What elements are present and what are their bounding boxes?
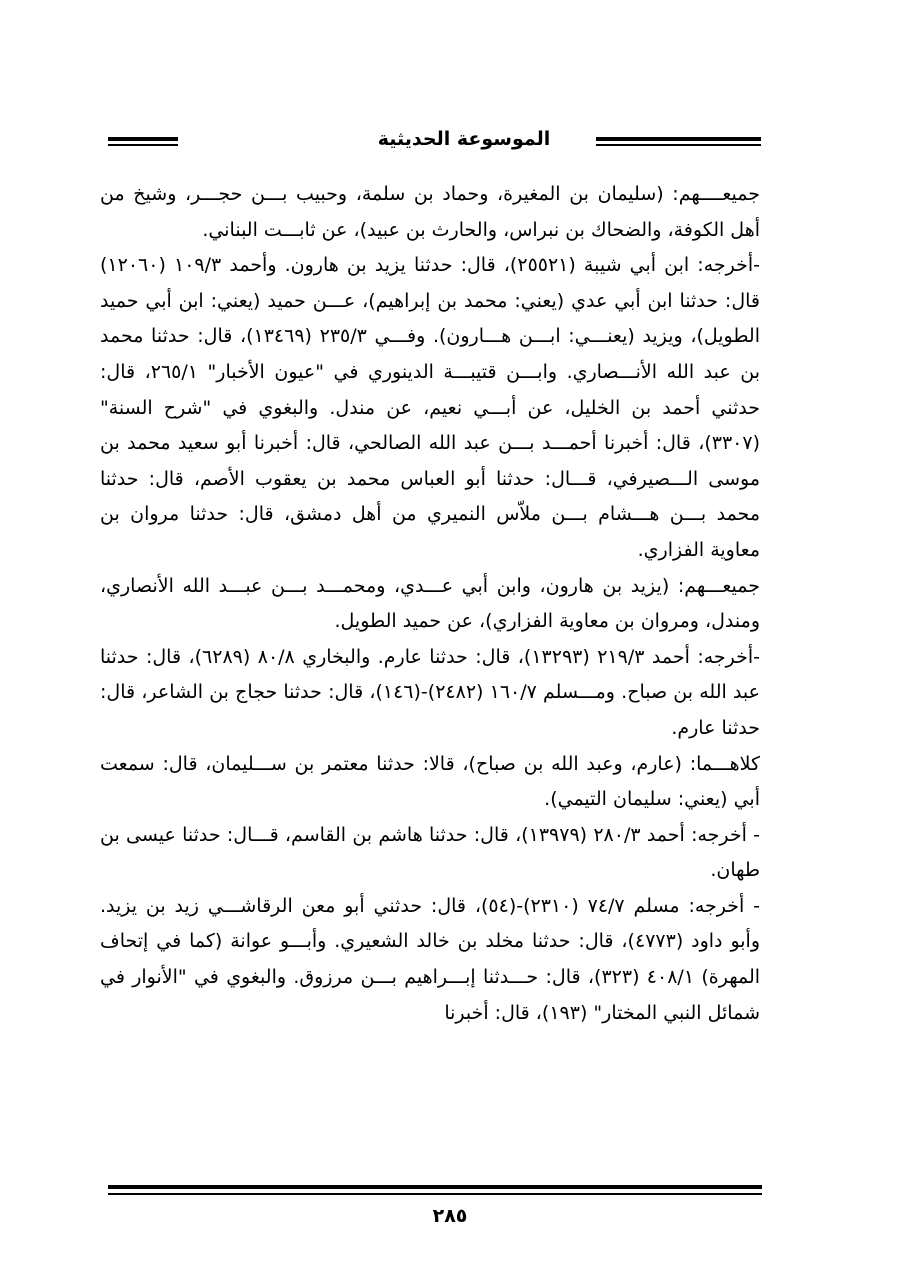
footer-rule-thin: [108, 1193, 762, 1195]
header-rule-right-thick: [596, 137, 761, 141]
header-rule-right-thin: [596, 144, 761, 146]
header-rule-left-thick: [108, 137, 178, 141]
running-header-title: الموسوعة الحديثية: [377, 128, 551, 150]
page-number: ٢٨٥: [432, 1205, 468, 1227]
footer-rule-thick: [108, 1185, 762, 1189]
paragraph-4: -أخرجه: أحمد ٢١٩/٣ (١٣٢٩٣)، قال: حدثنا عارم. والبخاري ٨٠/٨ (٦٢٨٩)، قال: حدثنا عبد الله بن صباح. ومـــسلم ١٦٠/٧ (٢٤٨٢)-(١٤٦)، قال: حدثنا حجاج بن الشاعر، قال: حدثنا عارم.: [100, 645, 761, 739]
header-rule-left-thin: [108, 144, 178, 146]
paragraph-3: جميعـــهم: (يزيد بن هارون، وابن أبي عـــدي، ومحمـــد بـــن عبـــد الله الأنصاري، ومندل، ومروان بن معاوية الفزاري)، عن حميد الطويل.: [100, 574, 760, 633]
page-body: [100, 177, 760, 1031]
paragraph-5: كلاهـــما: (عارم، وعبد الله بن صباح)، قالا: حدثنا معتمر بن ســـليمان، قال: سمعت أبي (يعني: سليمان التيمي).: [100, 752, 760, 811]
paragraph-6: - أخرجه: أحمد ٢٨٠/٣ (١٣٩٧٩)، قال: حدثنا هاشم بن القاسم، قـــال: حدثنا عيسى بن طهان.: [100, 823, 761, 882]
paragraph-1: جميعــــهم: (سليمان بن المغيرة، وحماد بن سلمة، وحبيب بـــن حجـــر، وشيخ من أهل الكوفة، والضحاك بن نبراس، والحارث بن عبيد)، عن ثابـــت البناني.: [100, 183, 760, 241]
paragraph-7: - أخرجه: مسلم ٧٤/٧ (٢٣١٠)-(٥٤)، قال: حدثني أبو معن الرقاشـــي زيد بن يزيد. وأبو داود (٤٧٧٣)، قال: حدثنا مخلد بن خالد الشعيري. وأبـــو عوانة (كما في إتحاف المهرة) ٤٠٨/١ (٣٢٣)، قال: حـــدثنا إبـــراهيم بـــن مرزوق. والبغوي في "الأنوار في شمائل النبي المختار" (١٩٣)، قال: أخبرنا: [100, 894, 761, 1024]
paragraph-2: -أخرجه: ابن أبي شيبة (٢٥٥٢١)، قال: حدثنا يزيد بن هارون. وأحمد ١٠٩/٣ (١٢٠٦٠) قال: حدثنا ابن أبي عدي (يعني: محمد بن إبراهيم)، عـــن حميد (يعني: ابن أبي حميد الطويل)، ويزيد (يعنـــي: ابـــن هـــارون). وفـــي ٢٣٥/٣ (١٣٤٦٩)، قال: حدثنا محمد بن عبد الله الأنـــصاري. وابـــن قتيبـــة الدينوري في "عيون الأخبار" ٢٦٥/١، قال: حدثني أحمد بن الخليل، عن أبـــي نعيم، عن مندل. والبغوي في "شرح السنة" (٣٣٠٧)، قال: أخبرنا أحمـــد بـــن عبد الله الصالحي، قال: أخبرنا أبو سعيد محمد بن موسى الـــصيرفي، قـــال: حدثنا أبو العباس محمد بن يعقوب الأصم، قال: حدثنا محمد بـــن هـــشام بـــن ملاّس النميري من أهل دمشق، قال: حدثنا مروان بن معاوية الفزاري.: [100, 254, 761, 561]
